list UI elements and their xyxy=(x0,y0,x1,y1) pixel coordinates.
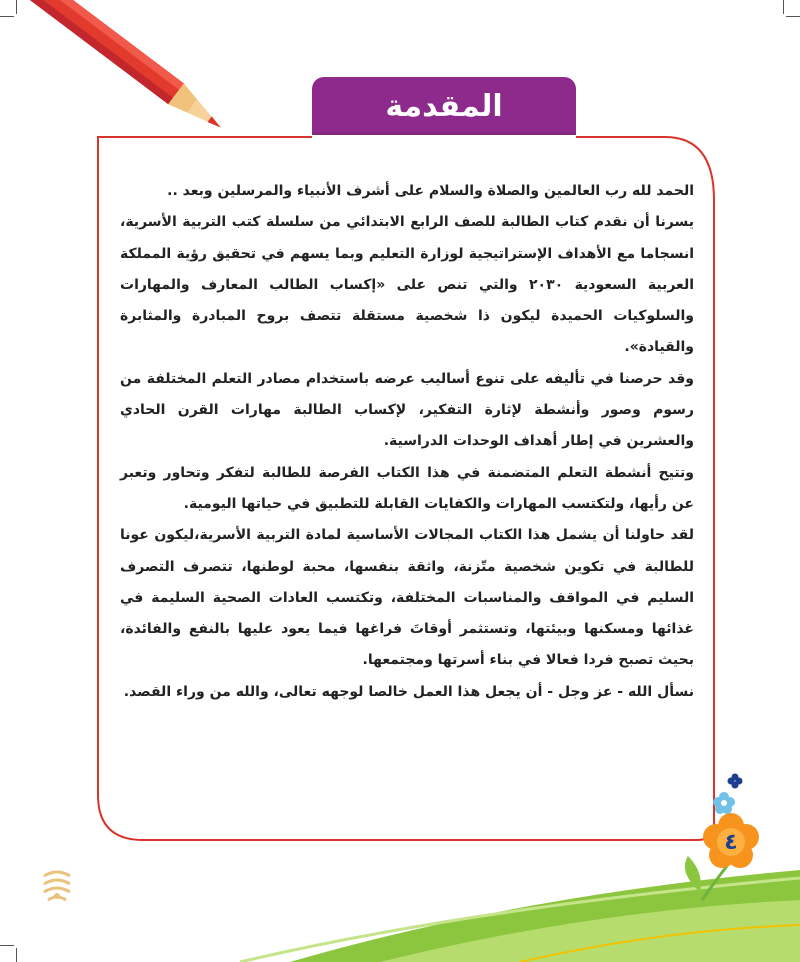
pencil-icon xyxy=(0,0,229,138)
ministry-logo-icon xyxy=(40,866,74,906)
paragraph: يسرنا أن نقدم كتاب الطالبة للصف الرابع الابتدائي من سلسلة كتب التربية الأسرية، انسجاما مع الأهداف الإستراتيجية لوزارة التعليم وبما يسهم في تحقيق رؤية المملكة العربية السعودية ٢٠٣٠ والتي تنص على «إكساب الطالب المعارف والمهارات والسلوكيات الحميدة ليكون ذا شخصية مستقلة تتصف بروح المبادرة والمثابرة والقيادة». xyxy=(120,214,695,356)
page-number: ٤ xyxy=(724,829,738,855)
grass-hill xyxy=(240,870,800,962)
page-title: المقدمة xyxy=(385,88,503,124)
paragraph: وتتيح أنشطة التعلم المتضمنة في هذا الكتاب الفرصة للطالبة لتفكر وتحاور وتعبر عن رأيها، ولتكتسب المهارات والكفايات القابلة للتطبيق في حياتها اليومية. xyxy=(120,464,694,512)
small-flower-icon xyxy=(713,792,735,814)
paragraph: وقد حرصنا في تأليفه على تنوع أساليب عرضه باستخدام مصادر التعلم المختلفة من رسوم وصور وأنشطة لإثارة التفكير، لإكساب الطالبة مهارات القرن الحادي والعشرين في إطار أهداف الوحدات الدراسية. xyxy=(120,370,694,450)
paragraph: لقد حاولنا أن يشمل هذا الكتاب المجالات الأساسية لمادة التربية الأسرية،ليكون عونا للطالبة في تكوين شخصية متّزنة، واثقة بنفسها، محبة لوطنها، تتصرف التصرف السليم في المواقف والمناسبات المختلفة، وتكتسب العادات الصحية السليمة في غذائها ومسكنها وبيئتها، وتستثمر أوقاتَ فراغها فيما يعود عليها بالنفع والفائدة، بحيث تصبح فردا فعالا في بناء أسرتها ومجتمعها. xyxy=(120,527,694,669)
tiny-flower-icon xyxy=(728,774,743,789)
introduction-text xyxy=(120,176,694,708)
paragraph: الحمد لله رب العالمين والصلاة والسلام على أشرف الأنبياء والمرسلين وبعد .. xyxy=(167,183,694,199)
paragraph: نسأل الله - عز وجل - أن يجعل هذا العمل خالصا لوجهه تعالى، والله من وراء القصد. xyxy=(123,683,694,700)
page-title-tab xyxy=(312,77,576,135)
